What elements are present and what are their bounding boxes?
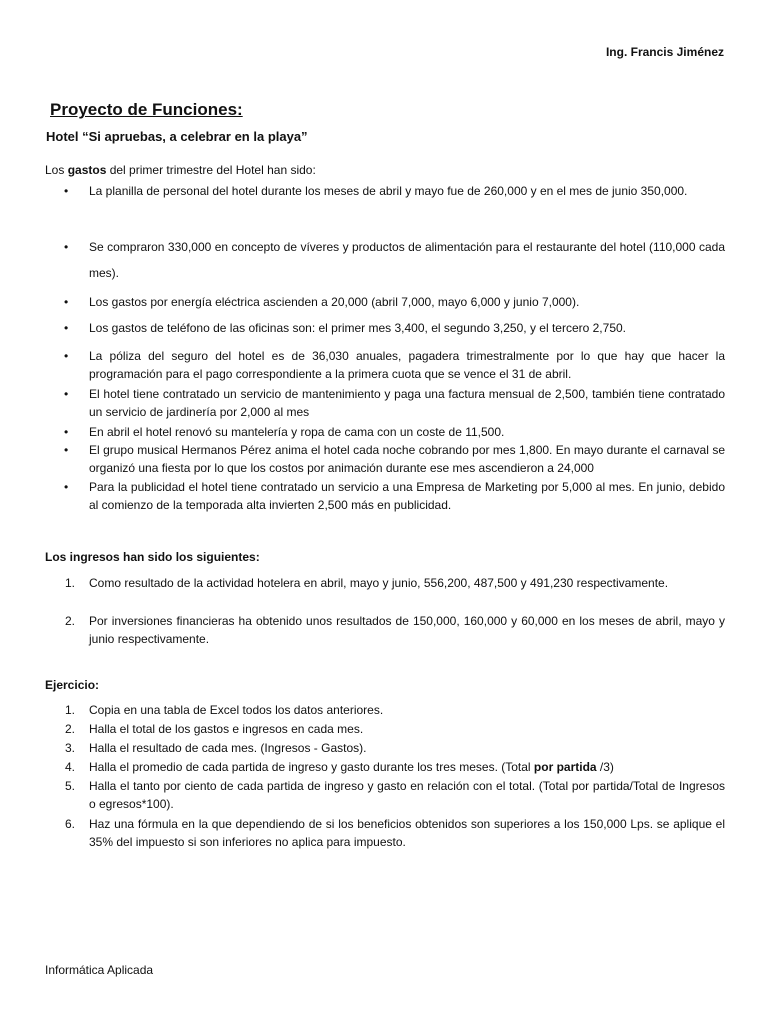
income-heading: Los ingresos han sido los siguientes: (45, 550, 260, 564)
exercise-item-text: Copia en una tabla de Excel todos los datos anteriores. (89, 703, 384, 717)
exercise-item-text: Halla el tanto por ciento de cada partida de ingreso y gasto en relación con el total. (Total por partida/Total de Ingresos o egresos*100). (89, 779, 725, 811)
expense-item-text: Los gastos de teléfono de las oficinas son: el primer mes 3,400, el segundo 3,250, y el tercero 2,750. (89, 321, 626, 335)
exercise-heading: Ejercicio: (45, 678, 100, 692)
list-number: 3. (65, 741, 76, 755)
exercise-item-text: Halla el resultado de cada mes. (Ingresos - Gastos). (89, 741, 367, 755)
expense-item-text: En abril el hotel renovó su mantelería y ropa de cama con un coste de 11,500. (89, 425, 505, 439)
expense-item-text: El grupo musical Hermanos Pérez anima el hotel cada noche cobrando por mes 1,800. En mayo durante el carnaval se organizó una fiesta por lo que los costos por animación durante ese mes ascendieron a 24,000 (89, 443, 725, 475)
exercise-item (45, 758, 725, 777)
expense-item-text: Los gastos por energía eléctrica ascienden a 20,000 (abril 7,000, mayo 6,000 y junio 7,000). (89, 295, 580, 309)
expense-item-text: Para la publicidad el hotel tiene contratado un servicio a una Empresa de Marketing por 5,000 al mes. En junio, debido al comienzo de la temporada alta invierten 2,500 más en publicidad. (89, 480, 725, 512)
bullet-marker: • (64, 480, 69, 494)
list-number: 6. (65, 817, 76, 831)
list-number: 1. (65, 576, 76, 590)
project-title (50, 100, 243, 120)
list-number: 5. (65, 779, 76, 793)
expenses-intro (45, 163, 316, 177)
expenses-intro-suffix: del primer trimestre del Hotel han sido: (106, 163, 316, 177)
expense-item-text: La póliza del seguro del hotel es de 36,030 anuales, pagadera trimestralmente por lo que hay que hacer la programación para el pago correspondiente a la primera cuota que se vence el 31 de abril. (89, 349, 725, 381)
expenses-list-continued (45, 293, 725, 518)
exercise-item (45, 701, 725, 720)
bullet-marker: • (64, 184, 69, 198)
bullet-marker: • (64, 295, 69, 309)
list-number: 1. (65, 703, 76, 717)
expense-item (45, 441, 725, 478)
exercise-item (45, 815, 725, 853)
hotel-title: Hotel “Si apruebas, a celebrar en la playa” (46, 128, 308, 144)
bullet-marker: • (64, 321, 69, 335)
list-number: 2. (65, 722, 76, 736)
income-item (45, 574, 725, 612)
expense-item-text: La planilla de personal del hotel durante los meses de abril y mayo fue de 260,000 y en el mes de junio 350,000. (89, 184, 688, 198)
footer-text: Informática Aplicada (45, 963, 154, 977)
expense-item (45, 347, 725, 385)
expenses-intro-emphasis: gastos (67, 163, 107, 177)
income-item-text: Por inversiones financieras ha obtenido unos resultados de 150,000, 160,000 y 60,000 en los meses de abril, mayo y junio respectivamente. (89, 614, 725, 646)
expenses-list (45, 178, 725, 288)
exercise-item-text: Halla el total de los gastos e ingresos en cada mes. (89, 722, 364, 736)
bullet-marker: • (64, 240, 69, 254)
exercise-item (45, 720, 725, 739)
bullet-marker: • (64, 349, 69, 363)
list-number: 4. (65, 760, 76, 774)
exercise-item-text-start: Halla el promedio de cada partida de ingreso y gasto durante los tres meses. (Total (89, 760, 534, 774)
expense-item (45, 385, 725, 423)
expense-item (45, 230, 725, 288)
exercise-list (45, 701, 725, 853)
project-title-text: Proyecto de Funciones: (50, 100, 243, 120)
expenses-intro-prefix: Los (45, 163, 68, 177)
bullet-marker: • (64, 443, 69, 457)
bullet-marker: • (64, 425, 69, 439)
expense-item-text: El hotel tiene contratado un servicio de mantenimiento y paga una factura mensual de 2,500, también tiene contratado un servicio de jardinería por 2,000 al mes (89, 387, 725, 419)
income-item-text: Como resultado de la actividad hotelera en abril, mayo y junio, 556,200, 487,500 y 491,230 respectivamente. (89, 576, 669, 590)
author-name: Ing. Francis Jiménez (605, 45, 724, 59)
expense-item (45, 319, 725, 347)
expense-item-text: Se compraron 330,000 en concepto de víveres y productos de alimentación para el restaurante del hotel (110,000 cada mes). (89, 240, 725, 280)
expense-item (45, 178, 725, 230)
expense-item (45, 423, 725, 441)
exercise-item-text-end: /3) (596, 760, 614, 774)
exercise-item (45, 739, 725, 758)
exercise-item (45, 777, 725, 815)
expense-item (45, 478, 725, 518)
exercise-item-emphasis: por partida (533, 760, 597, 774)
exercise-item-text: Haz una fórmula en la que dependiendo de si los beneficios obtenidos son superiores a los 150,000 Lps. se aplique el 35% del impuesto si son inferiores no aplica para impuesto. (89, 817, 725, 849)
expense-item (45, 293, 725, 319)
bullet-marker: • (64, 387, 69, 401)
list-number: 2. (65, 614, 76, 628)
income-item (45, 612, 725, 650)
income-list (45, 574, 725, 650)
